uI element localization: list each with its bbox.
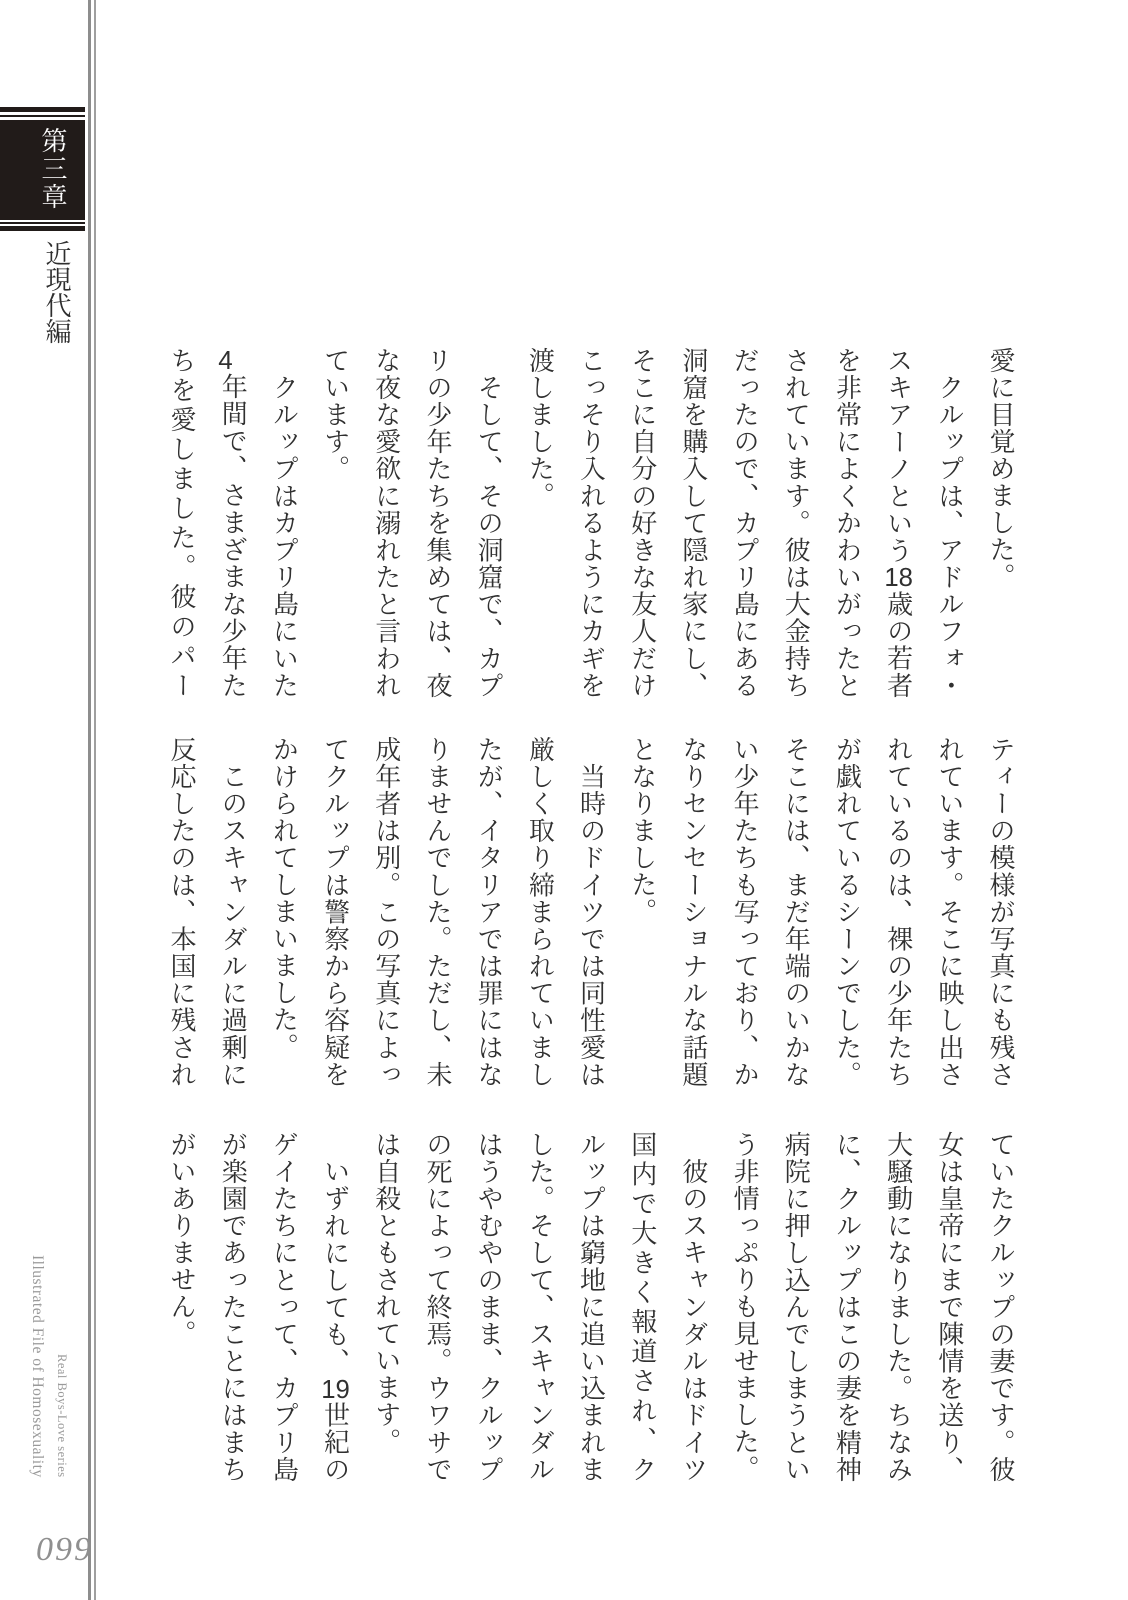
text-band-middle bbox=[155, 736, 1026, 1088]
text-column: 当時のドイツでは同性愛は bbox=[576, 736, 607, 1088]
tab-rule-top-thin bbox=[0, 115, 85, 117]
section-title: 近現代編 bbox=[42, 240, 72, 344]
page-number: 099 bbox=[36, 1531, 93, 1568]
text-column: な夜な愛欲に溺れたと言われ bbox=[371, 347, 402, 699]
text-column: に、クルップはこの妻を精神 bbox=[832, 1131, 863, 1483]
text-band-bottom bbox=[155, 1131, 1026, 1483]
text-column: そして、その洞窟で、カプ bbox=[474, 347, 505, 699]
tab-rule-bottom-thin bbox=[0, 222, 85, 224]
text-column: れています。そこに映し出さ bbox=[934, 736, 965, 1088]
text-column: りませんでした。ただし、未 bbox=[422, 736, 453, 1088]
text-column: を非常によくかわいがったと bbox=[832, 347, 863, 699]
tatechuyoko-number: 4 bbox=[218, 347, 233, 373]
text-column: がいありません。 bbox=[167, 1131, 197, 1347]
text-column: 女は皇帝にまで陳情を送り、 bbox=[934, 1131, 965, 1483]
tatechuyoko-number: 18 bbox=[884, 564, 913, 591]
text-column: ティーの模様が写真にも残さ bbox=[986, 736, 1016, 1088]
text-column: となりました。 bbox=[627, 736, 658, 925]
text-column: なりセンセーショナルな話題 bbox=[678, 736, 709, 1088]
text-column: 大騒動になりました。ちなみ bbox=[883, 1131, 914, 1483]
series-title: Illustrated File of Homosexuality bbox=[29, 1255, 46, 1478]
text-column: 国内で大きく報道され、ク bbox=[627, 1131, 658, 1483]
tab-rule-top-thick bbox=[0, 107, 85, 112]
text-column: だったので、カプリ島にある bbox=[730, 347, 761, 699]
text-column: う非情っぷりも見せました。 bbox=[730, 1131, 761, 1482]
text-column: されています。彼は大金持ち bbox=[781, 347, 812, 699]
text-column: 厳しく取り締まられていまし bbox=[525, 736, 556, 1088]
text-band-top bbox=[155, 347, 1026, 699]
text-column: した。そして、スキャンダル bbox=[525, 1131, 556, 1483]
text-column: 反応したのは、本国に残され bbox=[167, 736, 197, 1088]
text-column: かけられてしまいました。 bbox=[269, 736, 300, 1060]
tab-rule-bottom-thick bbox=[0, 226, 85, 231]
text-column: 病院に押し込んでしまうとい bbox=[781, 1131, 812, 1483]
text-column: が戯れているシーンでした。 bbox=[832, 736, 863, 1088]
text-column: ています。 bbox=[320, 347, 351, 482]
text-column: 成年者は別。この写真によっ bbox=[371, 736, 402, 1088]
text-column: クルップはカプリ島にいた bbox=[269, 347, 300, 699]
text-column: れているのは、裸の少年たち bbox=[883, 736, 914, 1088]
text-column: たが、イタリアでは罪にはな bbox=[474, 736, 505, 1088]
text-column: クルップは、アドルフォ・ bbox=[934, 347, 965, 699]
text-column: 4年間で、さまざまな少年た bbox=[218, 347, 249, 699]
text-column: ルップは窮地に追い込まれま bbox=[576, 1131, 607, 1483]
text-column: スキアーノという18歳の若者 bbox=[883, 347, 914, 700]
text-column: こっそり入れるようにカギを bbox=[576, 347, 607, 699]
text-column: リの少年たちを集めては、夜 bbox=[422, 347, 453, 699]
chapter-title: 第三章 bbox=[38, 127, 68, 211]
text-column: 洞窟を購入して隠れ家にし、 bbox=[678, 347, 709, 699]
text-column: が楽園であったことにはまち bbox=[218, 1131, 249, 1483]
text-column: そこに自分の好きな友人だけ bbox=[627, 347, 658, 699]
chapter-tab bbox=[0, 120, 85, 220]
text-column: いずれにしても、19世紀の bbox=[320, 1131, 351, 1483]
text-column: てクルップは警察から容疑を bbox=[320, 736, 351, 1088]
text-column: はうやむやのまま、クルップ bbox=[474, 1131, 505, 1483]
text-column: 渡しました。 bbox=[525, 347, 556, 509]
text-column: そこには、まだ年端のいかな bbox=[781, 736, 812, 1088]
text-column: ゲイたちにとって、カプリ島 bbox=[269, 1131, 300, 1483]
text-column: ちを愛しました。彼のパー bbox=[167, 347, 197, 699]
text-column: このスキャンダルに過剰に bbox=[218, 736, 249, 1088]
text-column: い少年たちも写っており、か bbox=[730, 736, 761, 1088]
text-column: 愛に目覚めました。 bbox=[986, 347, 1016, 590]
tatechuyoko-number: 19 bbox=[321, 1375, 350, 1402]
spine-rule-inner bbox=[94, 0, 96, 1600]
text-column: 彼のスキャンダルはドイツ bbox=[678, 1131, 709, 1483]
spine-rule-outer bbox=[88, 0, 91, 1600]
series-label: Real Boys-Love series bbox=[55, 1354, 69, 1478]
text-column: は自殺ともされています。 bbox=[371, 1131, 402, 1455]
text-column: の死によって終焉。ウワサで bbox=[422, 1131, 453, 1483]
text-column: ていたクルップの妻です。彼 bbox=[986, 1131, 1016, 1483]
